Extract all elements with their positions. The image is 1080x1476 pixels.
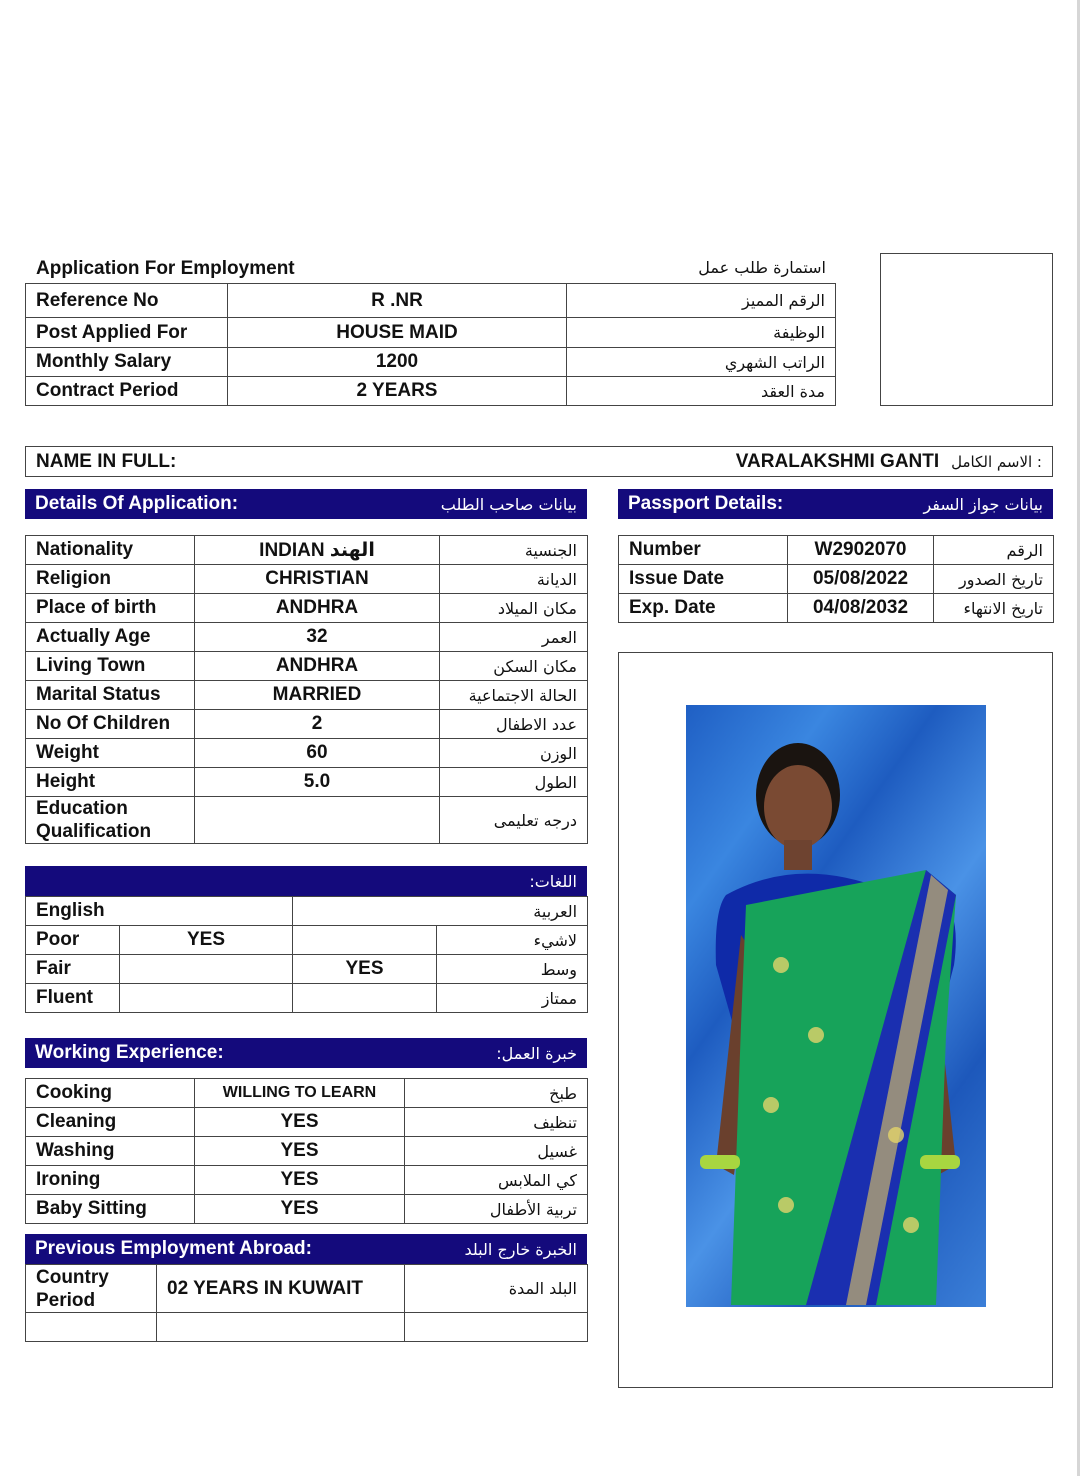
person-figure-icon <box>686 705 986 1307</box>
value: HOUSE MAID <box>228 318 567 348</box>
label-en: Fluent <box>26 984 120 1013</box>
previous-section-bar <box>25 1234 587 1264</box>
languages-section-bar <box>25 866 587 896</box>
table-row <box>619 565 1054 594</box>
value: 1200 <box>228 348 567 377</box>
english-value: YES <box>120 926 293 955</box>
label-ar: مكان الميلاد <box>440 594 588 623</box>
table-row <box>619 536 1054 565</box>
label-ar: طبخ <box>405 1079 588 1108</box>
applicant-photo <box>686 705 986 1307</box>
country-label: Country <box>36 1266 109 1288</box>
table-row <box>26 739 588 768</box>
table-row <box>26 536 588 565</box>
label-en: Fair <box>26 955 120 984</box>
experience-title-ar: خبرة العمل: <box>496 1043 577 1063</box>
label-en: Ironing <box>26 1166 195 1195</box>
table-row <box>26 897 588 926</box>
label-en: Number <box>619 536 788 565</box>
value: YES <box>195 1166 405 1195</box>
header-table <box>25 283 836 406</box>
table-row <box>26 318 836 348</box>
label-en: No Of Children <box>26 710 195 739</box>
label-en: Religion <box>26 565 195 594</box>
languages-table <box>25 896 588 1013</box>
label-en: Actually Age <box>26 623 195 652</box>
details-section-bar <box>25 489 587 519</box>
english-value <box>120 984 293 1013</box>
empty-cell <box>26 1313 157 1342</box>
passport-table <box>618 535 1054 623</box>
table-row <box>26 348 836 377</box>
label-ar: الوزن <box>440 739 588 768</box>
label-ar: الراتب الشهري <box>567 348 836 377</box>
table-row <box>26 284 836 318</box>
arabic-value: YES <box>293 955 437 984</box>
label-en: Nationality <box>26 536 195 565</box>
arabic-header: العربية <box>293 897 588 926</box>
value: 5.0 <box>195 768 440 797</box>
label-en <box>26 1265 157 1313</box>
form-title-ar: استمارة طلب عمل <box>698 258 826 277</box>
table-row <box>26 955 588 984</box>
label-en: Marital Status <box>26 681 195 710</box>
label-ar: تاريخ الصدور <box>934 565 1054 594</box>
previous-title-ar: الخبرة خارج البلد <box>464 1239 577 1259</box>
empty-cell <box>405 1313 588 1342</box>
label-en: Washing <box>26 1137 195 1166</box>
table-row <box>26 1313 588 1342</box>
label-en: Height <box>26 768 195 797</box>
table-row <box>26 710 588 739</box>
value: 02 YEARS IN KUWAIT <box>157 1265 405 1313</box>
label-ar: تربية الأطفال <box>405 1195 588 1224</box>
english-value <box>120 955 293 984</box>
label-en: Place of birth <box>26 594 195 623</box>
label-ar: الجنسية <box>440 536 588 565</box>
label-ar: الطول <box>440 768 588 797</box>
value: 2 <box>195 710 440 739</box>
value: CHRISTIAN <box>195 565 440 594</box>
value: WILLING TO LEARN <box>195 1079 405 1108</box>
label-ar: العمر <box>440 623 588 652</box>
table-row <box>26 1137 588 1166</box>
table-row <box>619 594 1054 623</box>
label-ar: مكان السكن <box>440 652 588 681</box>
table-row <box>26 1265 588 1313</box>
label-ar: لاشيء <box>437 926 588 955</box>
label-en: Exp. Date <box>619 594 788 623</box>
english-header: English <box>26 897 293 926</box>
details-table <box>25 535 588 844</box>
education-label-1: Education <box>36 798 128 819</box>
experience-table <box>25 1078 588 1224</box>
value: 60 <box>195 739 440 768</box>
table-row <box>26 377 836 406</box>
value: 2 YEARS <box>228 377 567 406</box>
value: YES <box>195 1137 405 1166</box>
label-ar: الحالة الاجتماعية <box>440 681 588 710</box>
label-ar: غسيل <box>405 1137 588 1166</box>
label-en: Cooking <box>26 1079 195 1108</box>
name-label-ar: : الاسم الكامل <box>951 452 1042 471</box>
value: INDIAN الهند <box>195 536 440 565</box>
value: W2902070 <box>788 536 934 565</box>
label-en: Reference No <box>26 284 228 318</box>
previous-title-en: Previous Employment Abroad: <box>35 1238 312 1259</box>
languages-title-ar: اللغات: <box>529 871 577 891</box>
label-ar: ممتاز <box>437 984 588 1013</box>
passport-title-ar: بيانات جواز السفر <box>923 494 1043 514</box>
label-en: Contract Period <box>26 377 228 406</box>
form-title-en: Application For Employment <box>36 258 295 279</box>
label-en: Issue Date <box>619 565 788 594</box>
value: 32 <box>195 623 440 652</box>
experience-section-bar <box>25 1038 587 1068</box>
name-label-en: NAME IN FULL: <box>36 450 177 472</box>
arabic-value <box>293 984 437 1013</box>
previous-table <box>25 1264 588 1342</box>
label-ar: تنظيف <box>405 1108 588 1137</box>
label-ar: وسط <box>437 955 588 984</box>
period-label: Period <box>36 1289 96 1311</box>
table-row <box>26 623 588 652</box>
details-title-ar: بيانات صاحب الطلب <box>440 494 577 514</box>
passport-title-en: Passport Details: <box>628 493 784 514</box>
value: ANDHRA <box>195 652 440 681</box>
table-row <box>26 797 588 844</box>
label-ar: مدة العقد <box>567 377 836 406</box>
table-row <box>26 984 588 1013</box>
table-row <box>26 926 588 955</box>
label-en: Weight <box>26 739 195 768</box>
table-row <box>26 1166 588 1195</box>
name-row <box>25 446 1053 477</box>
label-en: Living Town <box>26 652 195 681</box>
label-en: Post Applied For <box>26 318 228 348</box>
label-ar: الديانة <box>440 565 588 594</box>
label-ar: الرقم المميز <box>567 284 836 318</box>
empty-cell <box>157 1313 405 1342</box>
label-ar: عدد الاطفال <box>440 710 588 739</box>
table-row <box>26 1195 588 1224</box>
value: ANDHRA <box>195 594 440 623</box>
table-row <box>26 652 588 681</box>
value: YES <box>195 1195 405 1224</box>
value <box>195 797 440 844</box>
table-row <box>26 1108 588 1137</box>
arabic-value <box>293 926 437 955</box>
stamp-box <box>880 253 1053 406</box>
education-label-2: Qualification <box>36 821 152 842</box>
value: YES <box>195 1108 405 1137</box>
label-ar: كي الملابس <box>405 1166 588 1195</box>
table-row <box>26 681 588 710</box>
table-row <box>26 1079 588 1108</box>
label-ar: درجه تعليمى <box>440 797 588 844</box>
label-en <box>26 797 195 844</box>
value: 04/08/2032 <box>788 594 934 623</box>
table-row <box>26 768 588 797</box>
label-ar: البلد المدة <box>405 1265 588 1313</box>
passport-section-bar <box>618 489 1053 519</box>
label-ar: تاريخ الانتهاء <box>934 594 1054 623</box>
table-row <box>26 565 588 594</box>
label-en: Cleaning <box>26 1108 195 1137</box>
label-en: Poor <box>26 926 120 955</box>
details-title-en: Details Of Application: <box>35 493 239 514</box>
table-row <box>26 594 588 623</box>
value: MARRIED <box>195 681 440 710</box>
label-en: Monthly Salary <box>26 348 228 377</box>
value: 05/08/2022 <box>788 565 934 594</box>
label-ar: الرقم <box>934 536 1054 565</box>
label-ar: الوظيفة <box>567 318 836 348</box>
experience-title-en: Working Experience: <box>35 1042 224 1063</box>
value: R .NR <box>228 284 567 318</box>
label-en: Baby Sitting <box>26 1195 195 1224</box>
name-value: VARALAKSHMI GANTI <box>735 450 940 472</box>
